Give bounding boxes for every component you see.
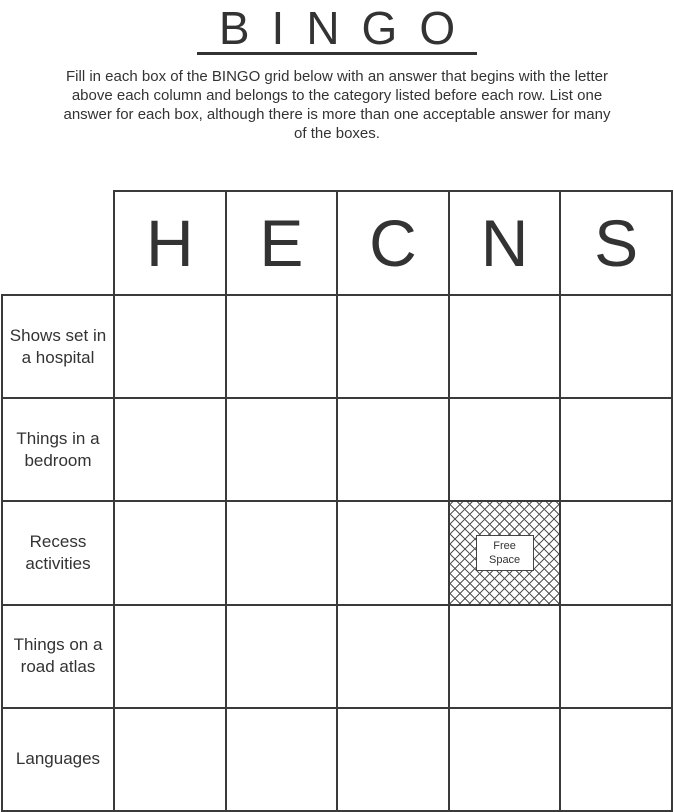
answer-cell[interactable]	[559, 397, 673, 502]
answer-cell[interactable]	[559, 500, 673, 605]
answer-cell[interactable]	[225, 294, 339, 399]
answer-cell[interactable]	[336, 707, 450, 812]
answer-cell[interactable]	[559, 707, 673, 812]
answer-cell[interactable]	[559, 604, 673, 709]
free-space-cell	[448, 500, 562, 605]
row-label: Languages	[1, 707, 115, 812]
answer-cell[interactable]	[448, 397, 562, 502]
answer-cell[interactable]	[448, 294, 562, 399]
row-label: Things in a bedroom	[1, 397, 115, 502]
answer-cell[interactable]	[225, 397, 339, 502]
page-title-wrap	[0, 0, 674, 55]
answer-cell[interactable]	[225, 707, 339, 812]
answer-cell[interactable]	[559, 294, 673, 399]
row-label: Things on a road atlas	[1, 604, 115, 709]
answer-cell[interactable]	[336, 500, 450, 605]
column-header-n: N	[448, 190, 562, 296]
instructions: Fill in each box of the BINGO grid below with an answer that begins with the letter above each column and belongs to the category listed before each row. List one answer for each box, although there is more than one acceptable answer for many of the boxes.	[63, 68, 611, 142]
answer-cell[interactable]	[113, 604, 227, 709]
free-space-label: Free Space	[476, 535, 534, 571]
answer-cell[interactable]	[336, 294, 450, 399]
column-header-h: H	[113, 190, 227, 296]
column-header-c: C	[336, 190, 450, 296]
answer-cell[interactable]	[225, 604, 339, 709]
answer-cell[interactable]	[448, 707, 562, 812]
column-header-e: E	[225, 190, 339, 296]
column-header-s: S	[559, 190, 673, 296]
answer-cell[interactable]	[448, 604, 562, 709]
answer-cell[interactable]	[113, 500, 227, 605]
row-label: Recess activities	[1, 500, 115, 605]
answer-cell[interactable]	[336, 604, 450, 709]
answer-cell[interactable]	[336, 397, 450, 502]
answer-cell[interactable]	[113, 294, 227, 399]
row-label: Shows set in a hospital	[1, 294, 115, 399]
page-title: BINGO	[197, 4, 477, 55]
answer-cell[interactable]	[113, 707, 227, 812]
answer-cell[interactable]	[113, 397, 227, 502]
answer-cell[interactable]	[225, 500, 339, 605]
